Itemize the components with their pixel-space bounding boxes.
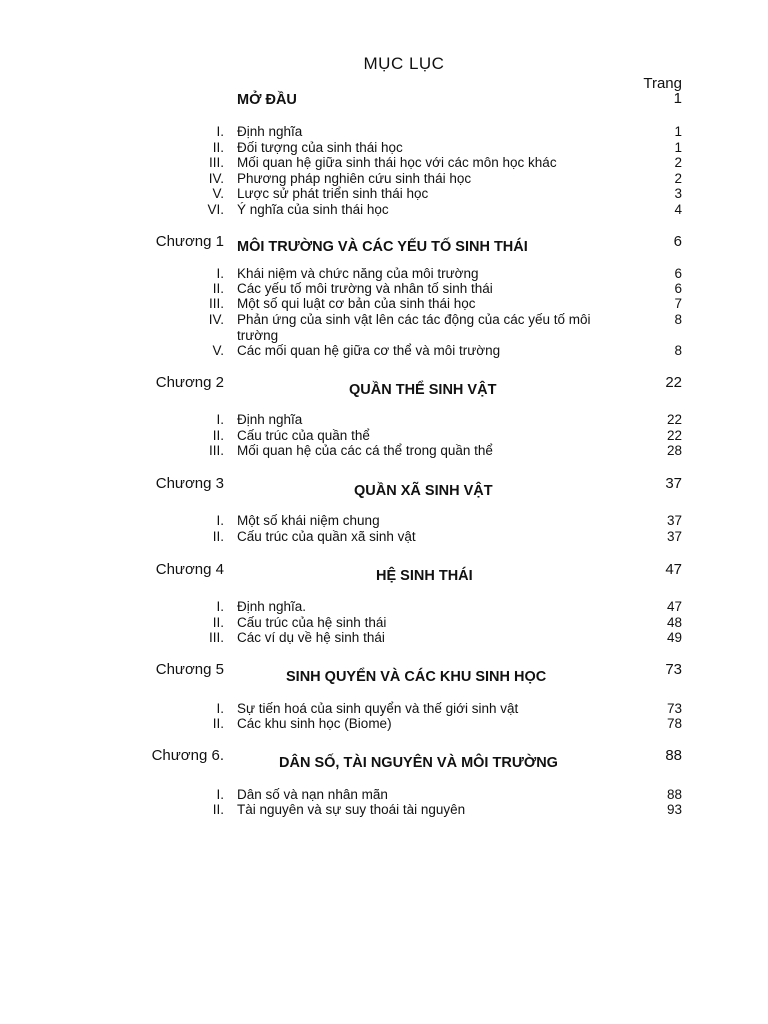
item-page: 78 xyxy=(666,716,682,731)
item-text: Ý nghĩa của sinh thái học xyxy=(237,202,389,217)
chapter-page: 37 xyxy=(665,475,682,492)
item-text: Phương pháp nghiên cứu sinh thái học xyxy=(237,171,472,186)
item-page: 73 xyxy=(666,701,682,716)
page-column-label: Trang xyxy=(643,75,682,92)
page-title: MỤC LỤC xyxy=(363,54,445,73)
item-text: Các mối quan hệ giữa cơ thể và môi trường xyxy=(237,343,501,358)
item-number: I. xyxy=(216,787,224,802)
item-page: 37 xyxy=(666,513,682,528)
item-text: Khái niệm và chức năng của môi trường xyxy=(237,266,479,281)
item-page: 1 xyxy=(674,124,682,139)
item-number: I. xyxy=(216,513,224,528)
item-text: Mối quan hệ của các cá thể trong quần thể xyxy=(237,443,493,458)
chapter-title: HỆ SINH THÁI xyxy=(376,568,473,584)
item-text: Mối quan hệ giữa sinh thái học với các môn học khác xyxy=(237,155,557,170)
item-page: 1 xyxy=(674,140,682,155)
item-page: 8 xyxy=(674,312,682,327)
chapter-label: Chương 6. xyxy=(151,747,224,764)
item-text: Phản ứng của sinh vật lên các tác động của các yếu tố môi trường xyxy=(237,312,591,343)
item-page: 4 xyxy=(674,202,682,217)
chapter-title: DÂN SỐ, TÀI NGUYÊN VÀ MÔI TRƯỜNG xyxy=(279,755,558,771)
item-number: VI. xyxy=(207,202,224,217)
item-number: III. xyxy=(208,443,224,458)
item-number: V. xyxy=(212,186,224,201)
item-text: Cấu trúc của quần xã sinh vật xyxy=(237,529,416,544)
item-number: V. xyxy=(212,343,224,358)
chapter-page: 73 xyxy=(665,661,682,678)
item-number: II. xyxy=(212,716,224,731)
item-page: 22 xyxy=(666,428,682,443)
item-page: 48 xyxy=(666,615,682,630)
item-page: 22 xyxy=(666,412,682,427)
item-number: II. xyxy=(212,802,224,817)
chapter-page: 47 xyxy=(665,561,682,578)
item-text: Cấu trúc của hệ sinh thái xyxy=(237,615,387,630)
item-text: Định nghĩa. xyxy=(237,599,307,614)
item-page: 88 xyxy=(666,787,682,802)
chapter-page: 22 xyxy=(665,374,682,391)
item-page: 93 xyxy=(666,802,682,817)
intro-title: MỞ ĐẦU xyxy=(237,92,297,108)
chapter-label: Chương 5 xyxy=(155,661,224,678)
item-text: Các yếu tố môi trường và nhân tố sinh thái xyxy=(237,281,493,296)
item-text: Dân số và nạn nhân mãn xyxy=(237,787,388,802)
item-text: Cấu trúc của quần thể xyxy=(237,428,370,443)
item-text: Tài nguyên và sự suy thoái tài nguyên xyxy=(237,802,466,817)
chapter-title: QUẦN THỂ SINH VẬT xyxy=(349,382,497,398)
item-number: IV. xyxy=(208,171,224,186)
item-page: 28 xyxy=(666,443,682,458)
item-number: I. xyxy=(216,124,224,139)
chapter-label: Chương 2 xyxy=(155,374,224,391)
item-number: II. xyxy=(212,281,224,296)
item-number: II. xyxy=(212,428,224,443)
item-number: III. xyxy=(208,155,224,170)
item-number: III. xyxy=(208,630,224,645)
item-text: Đối tượng của sinh thái học xyxy=(237,140,403,155)
item-text: Các ví dụ về hệ sinh thái xyxy=(237,630,385,645)
chapter-title: MÔI TRƯỜNG VÀ CÁC YẾU TỐ SINH THÁI xyxy=(237,239,528,255)
chapter-label: Chương 1 xyxy=(155,233,224,250)
item-page: 3 xyxy=(674,186,682,201)
item-number: I. xyxy=(216,412,224,427)
item-page: 6 xyxy=(674,266,682,281)
item-number: I. xyxy=(216,701,224,716)
chapter-title: SINH QUYỂN VÀ CÁC KHU SINH HỌC xyxy=(286,669,547,685)
item-page: 49 xyxy=(666,630,682,645)
item-number: I. xyxy=(216,599,224,614)
item-text: Một số khái niệm chung xyxy=(237,513,380,528)
item-page: 6 xyxy=(674,281,682,296)
item-number: I. xyxy=(216,266,224,281)
item-text: Định nghĩa xyxy=(237,412,303,427)
item-number: II. xyxy=(212,140,224,155)
item-text: Các khu sinh học (Biome) xyxy=(237,716,392,731)
item-page: 7 xyxy=(674,296,682,311)
chapter-page: 88 xyxy=(665,747,682,764)
item-text: Một số qui luật cơ bản của sinh thái học xyxy=(237,296,476,311)
item-text: Lược sử phát triển sinh thái học xyxy=(237,186,429,201)
chapter-title: QUẦN XÃ SINH VẬT xyxy=(354,483,493,499)
item-page: 2 xyxy=(674,171,682,186)
item-text: Định nghĩa xyxy=(237,124,303,139)
item-text: Sự tiến hoá của sinh quyển và thế giới sinh vật xyxy=(237,701,519,716)
item-number: III. xyxy=(208,296,224,311)
item-page: 8 xyxy=(674,343,682,358)
item-page: 37 xyxy=(666,529,682,544)
item-number: II. xyxy=(212,529,224,544)
item-page: 2 xyxy=(674,155,682,170)
item-page: 47 xyxy=(666,599,682,614)
item-number: II. xyxy=(212,615,224,630)
intro-page: 1 xyxy=(673,90,682,107)
chapter-label: Chương 3 xyxy=(155,475,224,492)
chapter-page: 6 xyxy=(673,233,682,250)
chapter-label: Chương 4 xyxy=(155,561,224,578)
item-number: IV. xyxy=(208,312,224,327)
